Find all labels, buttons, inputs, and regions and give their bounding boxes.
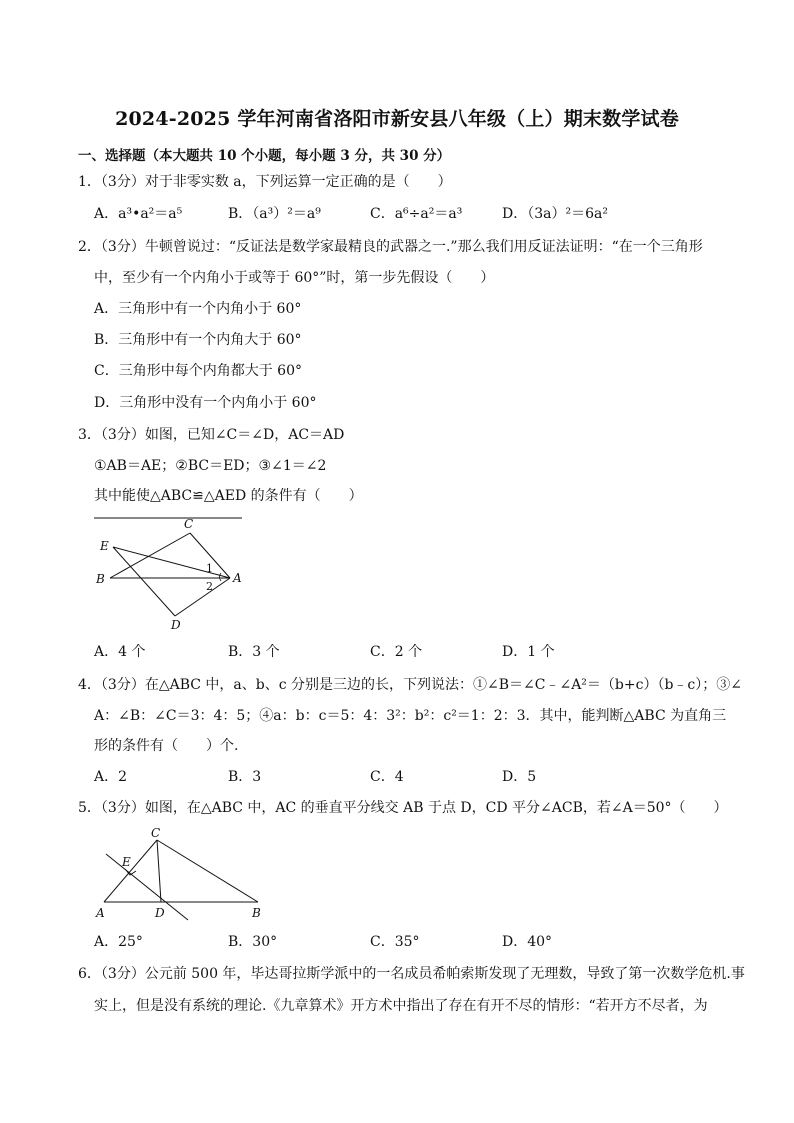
- q1-option-c: C．a⁶÷a²＝a³: [370, 206, 463, 222]
- q3-label-d: D: [171, 618, 181, 632]
- q3-option-d: D．1 个: [502, 644, 555, 660]
- q3-label-b: B: [96, 572, 105, 586]
- q5-label-c: C: [151, 826, 161, 840]
- q1-stem: 1．（3分）对于非零实数 a，下列运算一定正确的是（ ）: [78, 174, 452, 190]
- q5-option-d: D．40°: [502, 934, 553, 950]
- q5-label-d: D: [155, 906, 165, 920]
- q5-label-a: A: [96, 906, 105, 920]
- q2-stem-line2: 中，至少有一个内角小于或等于 60°”时，第一步先假设（ ）: [94, 270, 495, 286]
- q5-option-c: C．35°: [370, 934, 420, 950]
- q4-stem-line2: A：∠B：∠C＝3：4：5；④a：b：c＝5：4：3²：b²：c²＝1：2：3．其中，能判断△ABC 为直角三: [94, 708, 727, 724]
- q1-option-d: D．（3a）²＝6a²: [502, 206, 608, 222]
- q6-stem-line2: 实上，但是没有系统的理论.《九章算术》开方术中指出了存在有开不尽的情形：“若开方不尽者，为: [94, 998, 708, 1014]
- q4-stem-line3: 形的条件有（ ）个.: [94, 738, 239, 754]
- q2-stem-line1: 2．（3分）牛顿曾说过：“反证法是数学家最精良的武器之一.”那么我们用反证法证明：“在一个三角形: [78, 239, 703, 255]
- q4-option-c: C．4: [370, 769, 404, 785]
- q3-option-c: C．2 个: [370, 644, 423, 660]
- q6-stem-line1: 6．（3分）公元前 500 年，毕达哥拉斯学派中的一名成员希帕索斯发现了无理数，导致了第一次数学危机.事: [78, 966, 745, 982]
- q3-label-a: A: [233, 571, 242, 585]
- q4-option-d: D．5: [502, 769, 537, 785]
- q3-label-1: 1: [206, 562, 213, 575]
- q3-triangle-figure: [90, 510, 250, 635]
- page-title: 2024-2025 学年河南省洛阳市新安县八年级（上）期末数学试卷: [115, 108, 679, 130]
- q3-label-2: 2: [206, 580, 213, 593]
- q3-stem-line3: 其中能使△ABC≌△AED 的条件有（ ）: [94, 488, 363, 504]
- q2-option-d: D．三角形中没有一个内角小于 60°: [94, 395, 317, 411]
- q2-option-a: A．三角形中有一个内角小于 60°: [94, 301, 302, 317]
- q1-option-b: B．（a³）²＝a⁹: [228, 206, 321, 222]
- q4-option-b: B．3: [228, 769, 262, 785]
- q5-option-a: A．25°: [94, 934, 143, 950]
- q4-option-a: A．2: [94, 769, 128, 785]
- q2-option-b: B．三角形中有一个内角大于 60°: [94, 332, 302, 348]
- q2-option-c: C．三角形中每个内角都大于 60°: [94, 363, 302, 379]
- q3-stem-line1: 3．（3分）如图，已知∠C＝∠D，AC＝AD: [78, 427, 345, 443]
- section-heading: 一、选择题（本大题共 10 个小题，每小题 3 分，共 30 分）: [78, 148, 451, 164]
- q3-label-e: E: [100, 539, 109, 553]
- q5-stem: 5．（3分）如图，在△ABC 中，AC 的垂直平分线交 AB 于点 D，CD 平分∠ACB，若∠A＝50°（ ）: [78, 800, 728, 816]
- q5-option-b: B．30°: [228, 934, 278, 950]
- q3-option-b: B．3 个: [228, 644, 280, 660]
- q3-option-a: A．4 个: [94, 644, 146, 660]
- q4-stem-line1: 4．（3分）在△ABC 中，a、b、c 分别是三边的长，下列说法：①∠B＝∠C﹣∠A²＝（b+c）（b﹣c）；③∠: [78, 677, 742, 693]
- q5-label-b: B: [252, 906, 261, 920]
- q5-triangle-figure: [92, 822, 272, 922]
- q1-option-a: A．a³•a²＝a⁵: [94, 206, 183, 222]
- q3-label-c: C: [184, 517, 194, 531]
- q5-label-e: E: [122, 855, 131, 869]
- q3-stem-line2: ①AB＝AE；②BC＝ED；③∠1＝∠2: [94, 458, 327, 474]
